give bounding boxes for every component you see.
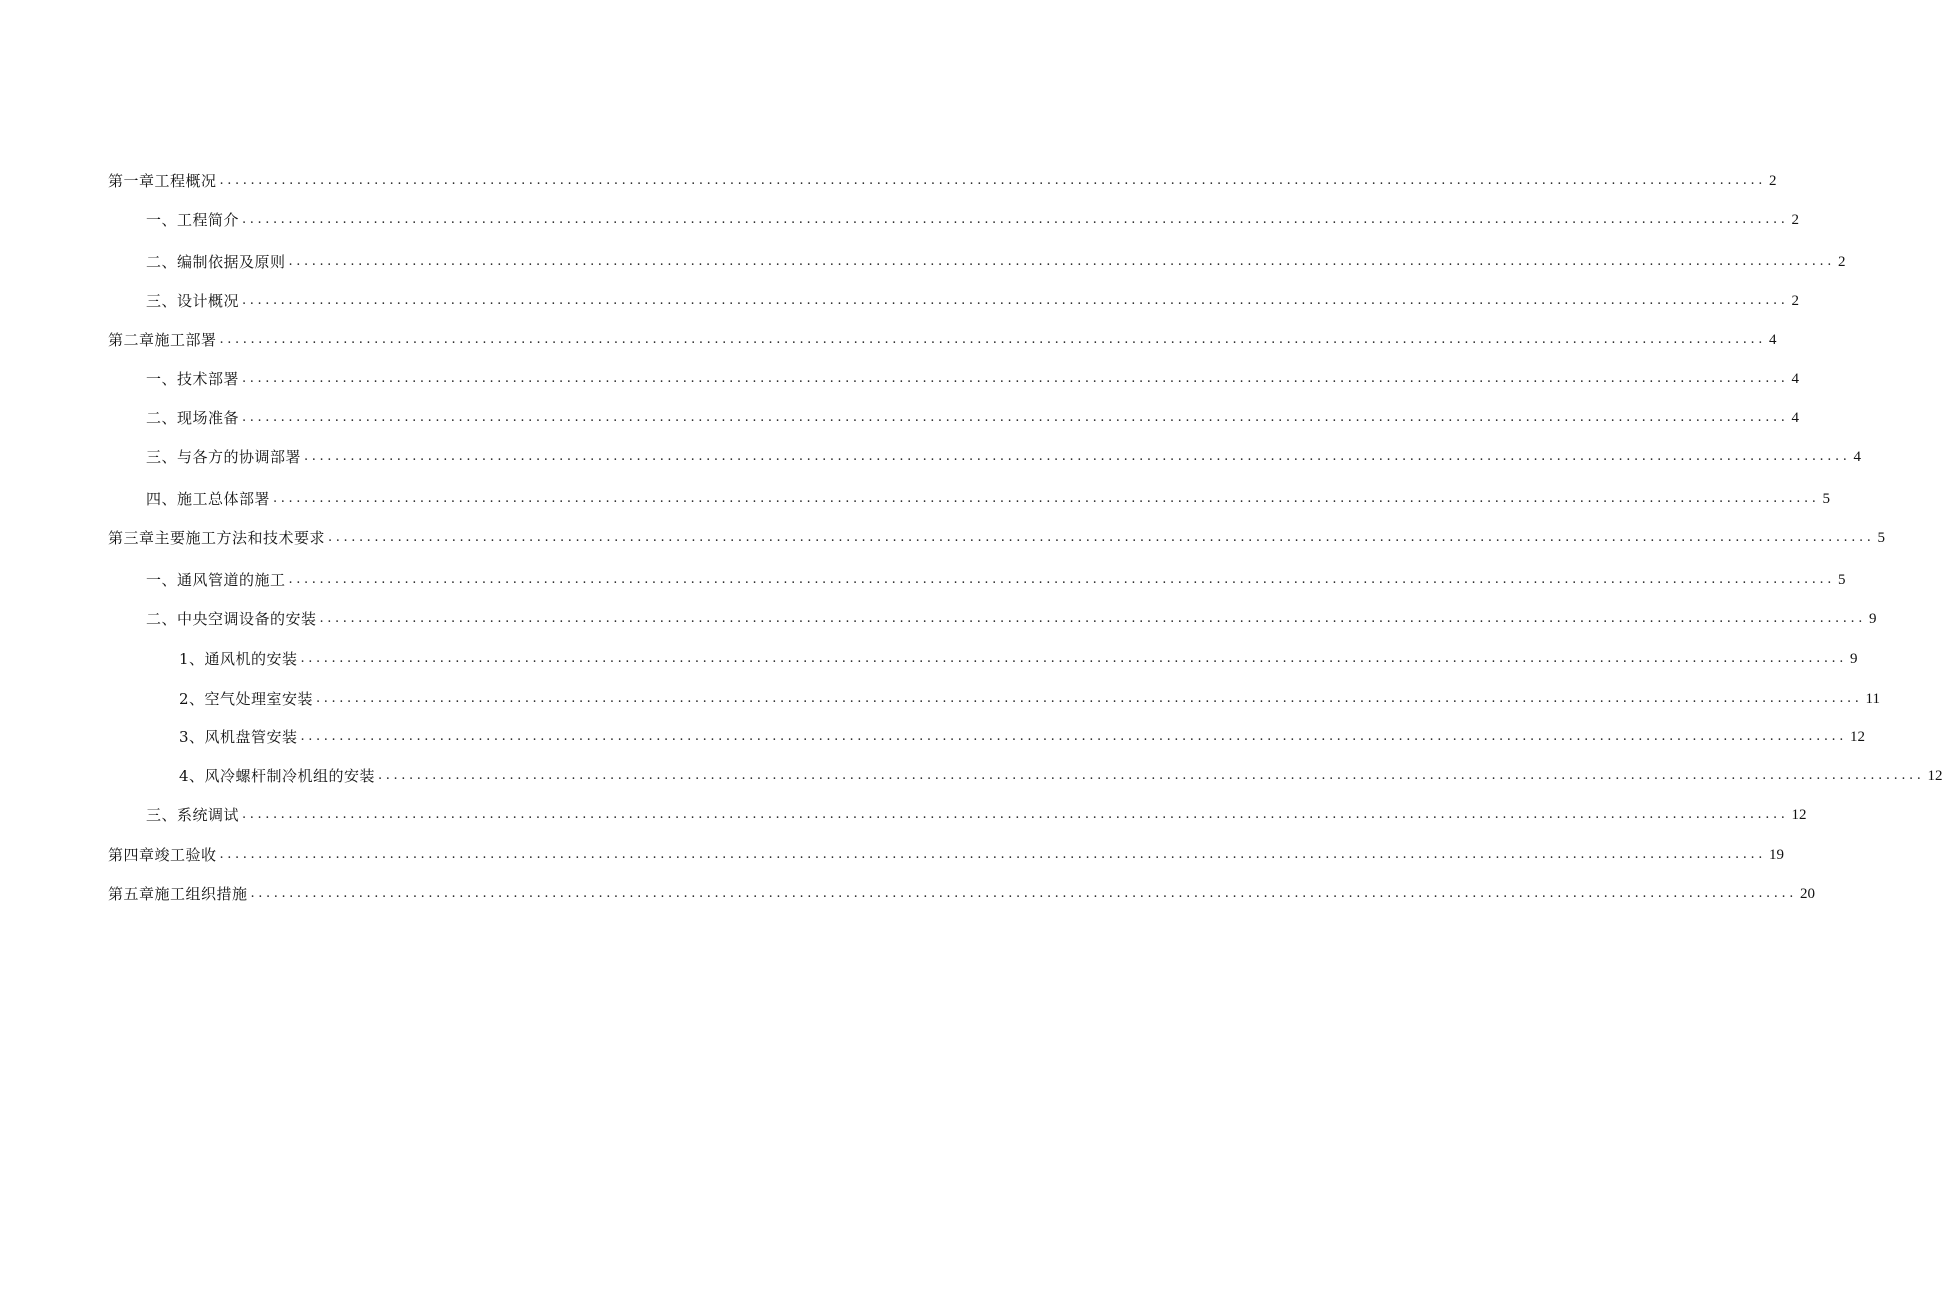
toc-entry-page-number: 12 (1850, 729, 1866, 745)
toc-entry[interactable] (146, 405, 1799, 427)
toc-leader-dots: ........................................................................................................................................................................................................ (242, 410, 1789, 425)
toc-entry-label: 3、风机盘管安装 (179, 728, 298, 746)
toc-entry-label: 三、系统调试 (146, 806, 240, 824)
toc-entry-page-number: 2 (1791, 212, 1799, 228)
toc-leader-dots: ........................................................................................................................................................................................................ (328, 530, 1875, 545)
toc-leader-dots: ........................................................................................................................................................................................................ (319, 611, 1866, 626)
toc-entry-page-number: 4 (1768, 332, 1777, 348)
toc-entry[interactable] (146, 444, 1861, 466)
toc-entry[interactable] (146, 802, 1807, 824)
toc-entry-page-number: 5 (1877, 530, 1885, 546)
toc-entry[interactable] (179, 686, 1880, 708)
toc-entry-label: 4、风冷螺杆制冷机组的安装 (179, 767, 376, 785)
toc-entry[interactable] (108, 327, 1777, 349)
toc-entry-label: 第三章主要施工方法和技术要求 (108, 529, 326, 547)
toc-entry-page-number: 11 (1865, 691, 1880, 707)
toc-leader-dots: ........................................................................................................................................................................................................ (242, 293, 1789, 308)
toc-entry-label: 四、施工总体部署 (146, 490, 271, 508)
toc-leader-dots: ........................................................................................................................................................................................................ (219, 847, 1766, 862)
toc-entry-page-number: 20 (1799, 886, 1815, 902)
toc-entry[interactable] (146, 207, 1799, 229)
toc-entry-page-number: 4 (1791, 371, 1799, 387)
toc-entry-page-number: 12 (1791, 807, 1807, 823)
toc-leader-dots: ........................................................................................................................................................................................................ (304, 449, 1851, 464)
toc-entry[interactable] (108, 881, 1815, 903)
toc-entry-page-number: 19 (1768, 847, 1784, 863)
toc-entry-label: 一、工程简介 (146, 211, 240, 229)
toc-entry-label: 一、通风管道的施工 (146, 571, 286, 589)
toc-leader-dots: ........................................................................................................................................................................................................ (316, 691, 1863, 706)
toc-leader-dots: ........................................................................................................................................................................................................ (219, 173, 1766, 188)
toc-entry-page-number: 2 (1791, 293, 1799, 309)
toc-leader-dots: ........................................................................................................................................................................................................ (300, 651, 1848, 666)
toc-entry[interactable] (146, 366, 1799, 388)
toc-entry-page-number: 4 (1853, 449, 1861, 465)
toc-entry-label: 1、通风机的安装 (179, 650, 298, 668)
toc-entry-label: 三、与各方的协调部署 (146, 448, 302, 466)
toc-entry-page-number: 9 (1850, 651, 1858, 667)
toc-leader-dots: ........................................................................................................................................................................................................ (219, 332, 1766, 347)
toc-leader-dots: ........................................................................................................................................................................................................ (242, 212, 1789, 227)
toc-entry[interactable] (146, 486, 1830, 508)
toc-leader-dots: ........................................................................................................................................................................................................ (242, 371, 1789, 386)
toc-entry[interactable] (108, 842, 1784, 864)
toc-leader-dots: ........................................................................................................................................................................................................ (273, 491, 1820, 506)
toc-leader-dots: ........................................................................................................................................................................................................ (288, 572, 1835, 587)
toc-leader-dots: ........................................................................................................................................................................................................ (242, 807, 1789, 822)
toc-entry-page-number: 12 (1927, 768, 1943, 784)
toc-entry[interactable] (179, 646, 1858, 668)
toc-entry[interactable] (146, 567, 1846, 589)
toc-entry-label: 二、现场准备 (146, 409, 240, 427)
toc-entry-label: 三、设计概况 (146, 292, 240, 310)
toc-entry-label: 第一章工程概况 (108, 172, 217, 190)
toc-entry-page-number: 4 (1791, 410, 1799, 426)
toc-entry-label: 第二章施工部署 (108, 331, 217, 349)
toc-entry-page-number: 9 (1868, 611, 1877, 627)
toc-entry-label: 二、编制依据及原则 (146, 253, 286, 271)
toc-leader-dots: ........................................................................................................................................................................................................ (288, 254, 1835, 269)
toc-entry-label: 二、中央空调设备的安装 (146, 610, 317, 628)
toc-entry-label: 第四章竣工验收 (108, 846, 217, 864)
toc-entry[interactable] (146, 288, 1799, 310)
toc-leader-dots: ........................................................................................................................................................................................................ (378, 768, 1925, 783)
toc-entry[interactable] (146, 606, 1877, 628)
toc-entry[interactable] (108, 168, 1777, 190)
toc-entry-page-number: 2 (1768, 173, 1777, 189)
toc-entry-page-number: 5 (1837, 572, 1846, 588)
toc-entry-label: 第五章施工组织措施 (108, 885, 248, 903)
toc-entry[interactable] (146, 249, 1846, 271)
toc-leader-dots: ........................................................................................................................................................................................................ (300, 729, 1848, 744)
toc-entry-page-number: 2 (1837, 254, 1846, 270)
toc-entry[interactable] (179, 724, 1866, 746)
toc-entry-page-number: 5 (1822, 491, 1830, 507)
toc-entry[interactable] (108, 525, 1885, 547)
toc-leader-dots: ........................................................................................................................................................................................................ (250, 886, 1797, 901)
toc-entry-label: 2、空气处理室安装 (179, 690, 314, 708)
toc-entry-label: 一、技术部署 (146, 370, 240, 388)
toc-entry[interactable] (179, 763, 1943, 785)
